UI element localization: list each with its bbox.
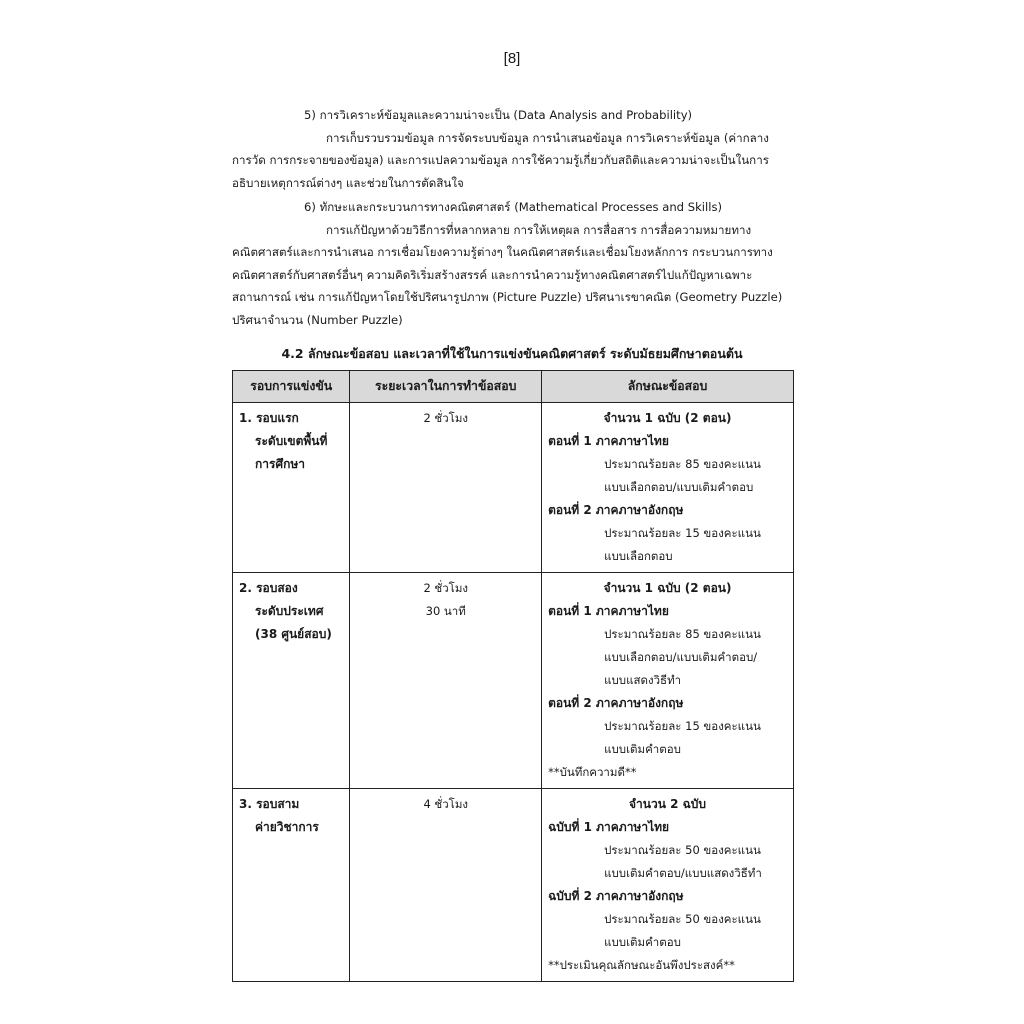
part-line: ประมาณร้อยละ 15 ของคะแนน [604,719,761,733]
part-line: แบบเลือกตอบ/แบบเติมคำตอบ/ [604,650,758,664]
part-line: แบบแสดงวิธีทำ [604,673,682,687]
part-line: ประมาณร้อยละ 85 ของคะแนน [604,457,761,471]
detail-cell [542,573,794,789]
part-line: ประมาณร้อยละ 85 ของคะแนน [604,627,761,641]
part-line: แบบเติมคำตอบ [604,742,681,756]
part-line: ประมาณร้อยละ 50 ของคะแนน [604,912,761,926]
table-row [233,789,794,982]
table-row [233,403,794,573]
part-line: แบบเติมคำตอบ/แบบแสดงวิธีทำ [604,866,762,880]
part-line: ประมาณร้อยละ 15 ของคะแนน [604,526,761,540]
time-value: 2 ชั่วโมง [423,581,469,595]
header-duration: ระยะเวลาในการทำข้อสอบ [350,371,542,403]
detail-cell [542,403,794,573]
section-6 [232,196,794,331]
part-label: ตอนที่ 2 ภาคภาษาอังกฤษ [548,696,684,710]
round-sub: ระดับประเทศ [255,604,324,618]
round-sub: ค่ายวิชาการ [255,820,319,834]
time-value: 30 นาที [425,604,466,618]
round-title: 3. รอบสาม [239,797,300,811]
round-cell [233,573,350,789]
round-sub: ระดับเขตพื้นที่ [255,434,328,448]
detail-cell [542,789,794,982]
round-cell [233,789,350,982]
part-label: ตอนที่ 1 ภาคภาษาไทย [548,604,669,618]
section-6-line: ปริศนาจำนวน (Number Puzzle) [232,312,403,327]
round-cell [233,403,350,573]
round-title: 1. รอบแรก [239,411,299,425]
section-5-heading: 5) การวิเคราะห์ข้อมูลและความน่าจะเป็น (Data Analysis and Probability) [304,108,693,122]
detail-header: จำนวน 2 ฉบับ [629,797,707,811]
row-note: **ประเมินคุณลักษณะอันพึงประสงค์** [548,958,735,972]
part-line: แบบเลือกตอบ/แบบเติมคำตอบ [604,480,754,494]
section-6-line: สถานการณ์ เช่น การแก้ปัญหาโดยใช้ปริศนารูปภาพ (Picture Puzzle) ปริศนาเรขาคณิต (Geometry Puzzle) [232,290,783,304]
part-label: ฉบับที่ 2 ภาคภาษาอังกฤษ [548,889,684,903]
detail-header: จำนวน 1 ฉบับ (2 ตอน) [603,411,732,425]
part-line: แบบเลือกตอบ [604,549,673,563]
section-6-line: การแก้ปัญหาด้วยวิธีการที่หลากหลาย การให้เหตุผล การสื่อสาร การสื่อความหมายทาง [326,222,752,237]
header-format: ลักษณะข้อสอบ [542,371,794,403]
section-6-line: คณิตศาสตร์และการนำเสนอ การเชื่อมโยงความรู้ต่างๆ ในคณิตศาสตร์และเชื่อมโยงหลักการ กระบวนการทาง [232,245,773,259]
row-note: **บันทึกความดี** [548,765,637,779]
section-5-line: การเก็บรวบรวมข้อมูล การจัดระบบข้อมูล การนำเสนอข้อมูล การวิเคราะห์ข้อมูล (ค่ากลาง [326,130,769,145]
table-header-row [233,371,794,403]
section-6-heading: 6) ทักษะและกระบวนการทางคณิตศาสตร์ (Mathematical Processes and Skills) [304,200,723,214]
time-value: 2 ชั่วโมง [423,411,469,425]
time-value: 4 ชั่วโมง [423,797,469,811]
page-number: [8] [503,50,521,67]
part-label: ตอนที่ 2 ภาคภาษาอังกฤษ [548,503,684,517]
table-title: 4.2 ลักษณะข้อสอบ และเวลาที่ใช้ในการแข่งขันคณิตศาสตร์ ระดับมัธยมศึกษาตอนต้น [281,346,743,361]
time-cell [350,573,542,789]
time-cell [350,403,542,573]
section-5 [232,104,794,194]
section-5-line: อธิบายเหตุการณ์ต่างๆ และช่วยในการตัดสินใจ [232,175,464,190]
header-round: รอบการแข่งขัน [233,371,350,403]
section-6-line: คณิตศาสตร์กับศาสตร์อื่นๆ ความคิดริเริ่มสร้างสรรค์ และการนำความรู้ทางคณิตศาสตร์ไปแก้ปัญหาเฉพาะ [232,267,753,282]
section-5-line: การวัด การกระจายของข้อมูล) และการแปลความข้อมูล การใช้ความรู้เกี่ยวกับสถิติและความน่าจะเป็นในการ [232,153,769,167]
table-row [233,573,794,789]
round-title: 2. รอบสอง [239,581,298,595]
part-label: ฉบับที่ 1 ภาคภาษาไทย [548,820,670,834]
part-line: ประมาณร้อยละ 50 ของคะแนน [604,843,761,857]
part-line: แบบเติมคำตอบ [604,935,681,949]
detail-header: จำนวน 1 ฉบับ (2 ตอน) [603,581,732,595]
part-label: ตอนที่ 1 ภาคภาษาไทย [548,434,669,448]
time-cell [350,789,542,982]
exam-table [232,370,794,982]
round-sub: การศึกษา [255,457,305,471]
round-sub: (38 ศูนย์สอบ) [255,627,332,641]
